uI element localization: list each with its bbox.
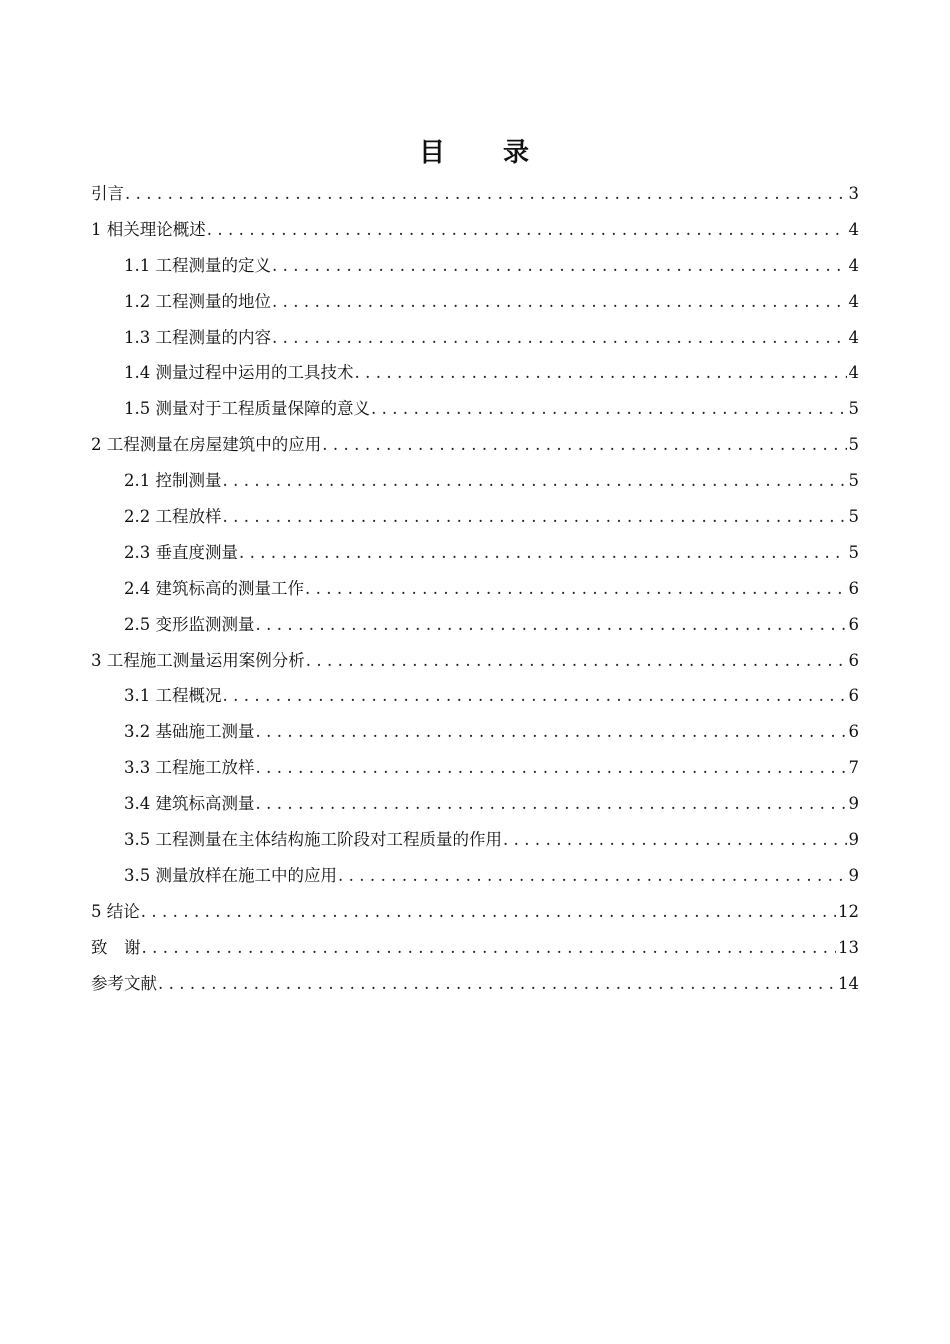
toc-entry-page-number: 6 bbox=[848, 722, 859, 742]
dot-leader bbox=[272, 250, 847, 282]
dot-leader bbox=[223, 501, 847, 533]
dot-leader bbox=[239, 537, 847, 569]
toc-entry[interactable] bbox=[91, 573, 859, 609]
toc-entry[interactable] bbox=[91, 537, 859, 573]
toc-entry-page-number: 4 bbox=[848, 291, 859, 311]
toc-entry[interactable] bbox=[91, 968, 859, 1004]
toc-entry-page-number: 5 bbox=[848, 542, 859, 562]
toc-entry-page-number: 9 bbox=[848, 794, 859, 814]
toc-entry-label: 3.2 基础施工测量 bbox=[124, 722, 255, 742]
toc-entry-page-number: 5 bbox=[848, 471, 859, 491]
toc-entry-label: 3 工程施工测量运用案例分析 bbox=[91, 650, 305, 670]
toc-entry-label: 3.1 工程概况 bbox=[124, 686, 222, 706]
toc-entry[interactable] bbox=[91, 501, 859, 537]
toc-entry-label: 1 相关理论概述 bbox=[91, 219, 206, 239]
toc-entry-label: 2.2 工程放样 bbox=[124, 507, 222, 527]
toc-entry-label: 3.5 测量放样在施工中的应用 bbox=[124, 865, 337, 885]
toc-entry-page-number: 9 bbox=[848, 865, 859, 885]
toc-entry-page-number: 7 bbox=[848, 758, 859, 778]
toc-entry-label: 引言 bbox=[91, 184, 124, 203]
dot-leader bbox=[142, 932, 837, 964]
toc-entry-page-number: 4 bbox=[848, 255, 859, 275]
toc-entry-page-number: 6 bbox=[848, 686, 859, 706]
toc-entry[interactable] bbox=[91, 250, 859, 286]
toc-entry[interactable] bbox=[91, 357, 859, 393]
dot-leader bbox=[256, 609, 847, 641]
toc-entry-page-number: 4 bbox=[848, 363, 859, 383]
toc-entry[interactable] bbox=[91, 896, 859, 932]
toc-entry-page-number: 12 bbox=[838, 901, 859, 921]
toc-entry-page-number: 5 bbox=[848, 399, 859, 419]
dot-leader bbox=[223, 680, 847, 712]
toc-entry-label: 3.4 建筑标高测量 bbox=[124, 794, 255, 814]
toc-entry-page-number: 14 bbox=[838, 973, 859, 993]
toc-entry[interactable] bbox=[91, 716, 859, 752]
toc-entry[interactable] bbox=[91, 286, 859, 322]
dot-leader bbox=[125, 178, 847, 210]
toc-entry-page-number: 5 bbox=[848, 435, 859, 455]
toc-entry-label: 3.3 工程施工放样 bbox=[124, 758, 255, 778]
toc-entry-label: 1.3 工程测量的内容 bbox=[124, 327, 271, 347]
toc-entry[interactable] bbox=[91, 322, 859, 358]
toc-title: 目 录 bbox=[418, 138, 531, 168]
toc-entry-page-number: 4 bbox=[848, 219, 859, 239]
toc-entry-page-number: 6 bbox=[848, 614, 859, 634]
dot-leader bbox=[256, 752, 847, 784]
toc-entry-label: 3.5 工程测量在主体结构施工阶段对工程质量的作用 bbox=[124, 830, 502, 850]
toc-entry[interactable] bbox=[91, 932, 859, 968]
toc-entry-label: 5 结论 bbox=[91, 901, 140, 921]
dot-leader bbox=[256, 788, 847, 820]
dot-leader bbox=[305, 573, 847, 605]
dot-leader bbox=[338, 860, 847, 892]
toc-entry-page-number: 6 bbox=[848, 650, 859, 670]
toc-entry-label: 参考文献 bbox=[91, 973, 157, 993]
dot-leader bbox=[503, 824, 847, 856]
toc-entry[interactable] bbox=[91, 752, 859, 788]
toc-entry-label: 2 工程测量在房屋建筑中的应用 bbox=[91, 435, 322, 455]
dot-leader bbox=[371, 393, 847, 425]
toc-entry-page-number: 9 bbox=[848, 830, 859, 850]
toc-entry[interactable] bbox=[91, 788, 859, 824]
toc-entry-label: 2.4 建筑标高的测量工作 bbox=[124, 578, 304, 598]
toc-entry-label: 1.5 测量对于工程质量保障的意义 bbox=[124, 399, 370, 419]
toc-entry[interactable] bbox=[91, 214, 859, 250]
toc-entry-label: 2.1 控制测量 bbox=[124, 471, 222, 491]
toc-entry-label: 1.1 工程测量的定义 bbox=[124, 255, 271, 275]
toc-entry[interactable] bbox=[91, 429, 859, 465]
toc-entry-label: 1.4 测量过程中运用的工具技术 bbox=[124, 363, 354, 383]
dot-leader bbox=[223, 465, 847, 497]
dot-leader bbox=[322, 429, 846, 461]
toc-entry-label: 2.5 变形监测测量 bbox=[124, 614, 255, 634]
dot-leader bbox=[141, 896, 836, 928]
dot-leader bbox=[158, 968, 836, 1000]
toc-list bbox=[91, 178, 859, 1003]
dot-leader bbox=[272, 286, 847, 318]
toc-entry[interactable] bbox=[91, 860, 859, 896]
dot-leader bbox=[207, 214, 847, 246]
toc-entry[interactable] bbox=[91, 609, 859, 645]
toc-entry[interactable] bbox=[91, 465, 859, 501]
toc-entry-page-number: 4 bbox=[848, 327, 859, 347]
toc-entry[interactable] bbox=[91, 393, 859, 429]
toc-entry[interactable] bbox=[91, 178, 859, 214]
toc-entry-page-number: 13 bbox=[838, 937, 859, 957]
dot-leader bbox=[256, 716, 847, 748]
toc-entry[interactable] bbox=[91, 645, 859, 681]
toc-entry-label: 2.3 垂直度测量 bbox=[124, 542, 238, 562]
dot-leader bbox=[272, 322, 847, 354]
toc-entry-label: 1.2 工程测量的地位 bbox=[124, 291, 271, 311]
toc-entry[interactable] bbox=[91, 680, 859, 716]
toc-entry-label: 致 谢 bbox=[91, 937, 141, 957]
dot-leader bbox=[306, 645, 847, 677]
toc-entry[interactable] bbox=[91, 824, 859, 860]
toc-entry-page-number: 6 bbox=[848, 578, 859, 598]
dot-leader bbox=[355, 357, 847, 389]
toc-entry-page-number: 3 bbox=[848, 184, 859, 203]
toc-entry-page-number: 5 bbox=[848, 507, 859, 527]
